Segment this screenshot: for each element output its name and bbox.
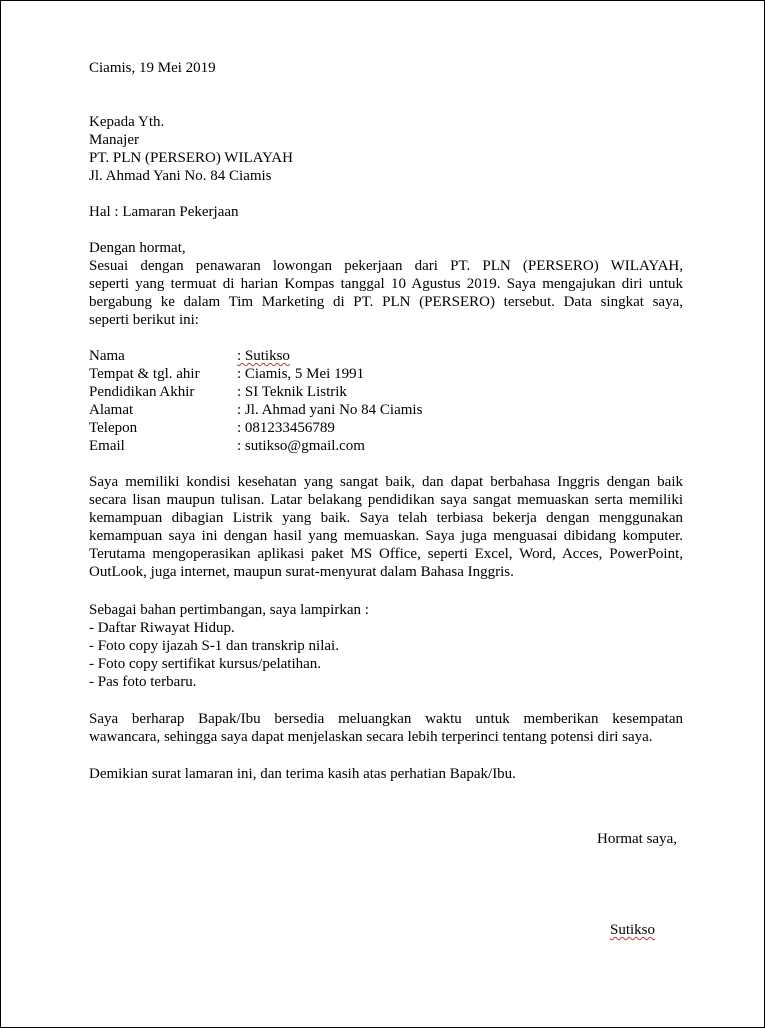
recipient-line: Kepada Yth.: [89, 114, 165, 130]
attachment-item: - Pas foto terbaru.: [89, 674, 197, 690]
recipient-line: Manajer: [89, 132, 139, 148]
intro-line: seperti yang termuat di harian Kompas tanggal 10 Agustus 2019. Saya mengajukan diri untuk: [89, 276, 683, 292]
field-value-email: : sutikso@gmail.com: [237, 438, 365, 454]
body-line: kemampuan dibagian Listrik yang baik. Saya telah terbiasa bekerja dengan menggunakan: [89, 510, 683, 526]
signature-name: [610, 921, 655, 939]
hope-line: Saya berharap Bapak/Ibu bersedia meluangkan waktu untuk memberikan kesempatan: [89, 711, 683, 727]
intro-line: seperti berikut ini:: [89, 312, 199, 328]
field-label-telepon: Telepon: [89, 420, 138, 436]
place-date: Ciamis, 19 Mei 2019: [89, 60, 216, 76]
field-value-telepon: : 081233456789: [237, 420, 335, 436]
body-line: secara lisan maupun tulisan. Latar belakang pendidikan saya sangat memuaskan serta memiliki: [89, 492, 683, 508]
recipient-line: PT. PLN (PERSERO) WILAYAH: [89, 150, 293, 166]
subject-line: Hal : Lamaran Pekerjaan: [89, 204, 239, 220]
body-line: kemampuan saya ini dengan hasil yang memuaskan. Saya juga menguasai dibidang komputer.: [89, 528, 683, 544]
field-value-text: : Sutikso: [237, 348, 290, 364]
field-value-ttl: : Ciamis, 5 Mei 1991: [237, 366, 365, 382]
field-value-alamat: : Jl. Ahmad yani No 84 Ciamis: [237, 402, 423, 418]
attachment-item: - Foto copy ijazah S-1 dan transkrip nilai.: [89, 638, 339, 654]
hope-line: wawancara, sehingga saya dapat menjelaskan secara lebih terperinci tentang potensi diri saya.: [89, 729, 653, 745]
intro-line: Sesuai dengan penawaran lowongan pekerjaan dari PT. PLN (PERSERO) WILAYAH,: [89, 258, 683, 274]
field-label-pendidikan: Pendidikan Akhir: [89, 384, 195, 400]
attachment-item: - Foto copy sertifikat kursus/pelatihan.: [89, 656, 322, 672]
field-label-nama: Nama: [89, 348, 125, 364]
field-label-ttl: Tempat & tgl. ahir: [89, 366, 200, 382]
body-line: OutLook, juga internet, maupun surat-menyurat dalam Bahasa Inggris.: [89, 564, 514, 580]
signature-name-text: Sutikso: [610, 922, 656, 938]
field-value-pendidikan: : SI Teknik Listrik: [237, 384, 347, 400]
body-line: Terutama mengoperasikan aplikasi paket MS Office, seperti Excel, Word, Acces, PowerPoint,: [89, 546, 683, 562]
field-label-alamat: Alamat: [89, 402, 134, 418]
field-value-nama: [237, 347, 290, 365]
recipient-line: Jl. Ahmad Yani No. 84 Ciamis: [89, 168, 272, 184]
regards: Hormat saya,: [597, 831, 677, 847]
salutation: Dengan hormat,: [89, 240, 186, 256]
body-line: Saya memiliki kondisi kesehatan yang sangat baik, dan dapat berbahasa Inggris dengan baik: [89, 474, 683, 490]
closing-line: Demikian surat lamaran ini, dan terima kasih atas perhatian Bapak/Ibu.: [89, 766, 516, 782]
field-label-email: Email: [89, 438, 125, 454]
attachments-intro: Sebagai bahan pertimbangan, saya lampirkan :: [89, 602, 369, 618]
attachment-item: - Daftar Riwayat Hidup.: [89, 620, 235, 636]
intro-line: bergabung ke dalam Tim Marketing di PT. PLN (PERSERO) tersebut. Data singkat saya,: [89, 294, 683, 310]
